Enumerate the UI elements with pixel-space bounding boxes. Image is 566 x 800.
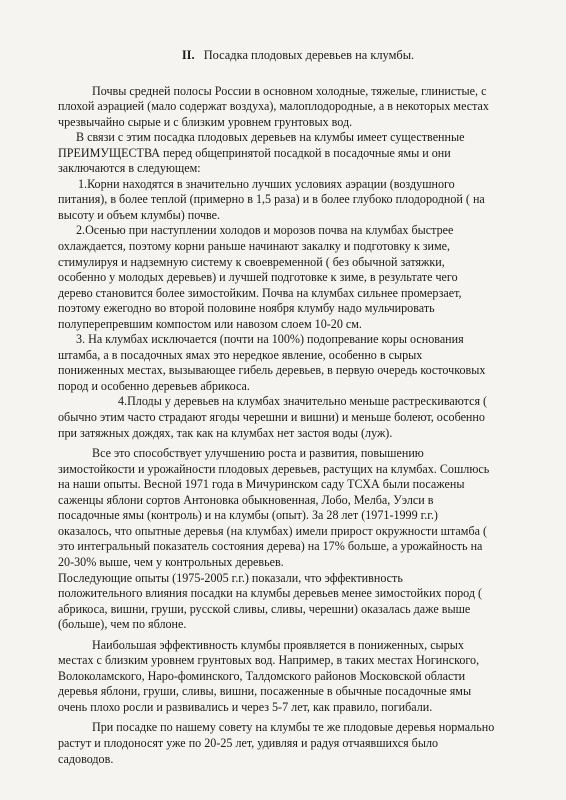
paragraph-advantages-intro: В связи с этим посадка плодовых деревьев на клумбы имеет существенные ПРЕИМУЩЕСТВА перед общепринятой посадкой в посадочные ямы и они заключаются в следующем: <box>58 130 465 176</box>
paragraph-point-3: 3. На клумбах исключается (почти на 100%) подопревание коры основания штамба, а в посадочных ямах это нередкое явление, особенно в сырых пониженных местах, вызывающее гибель деревьев, в первую очередь косточковых пород и особенно деревьев абрикоса. <box>58 332 486 393</box>
paragraph-soils: Почвы средней полосы России в основном холодные, тяжелые, глинистые, с плохой аэрацией (мало содержат воздуха), малоплодородные, а в некоторых местах чрезвычайно сырые и с близким уровнем грунтовых вод. <box>58 83 489 129</box>
paragraph-point-4: 4.Плоды у деревьев на клумбах значительно меньше растрескиваются ( обычно этим часто страдают ягоды черешни и вишни) и меньше болеют, особенно при затяжных дождях, так как на клумбах нет застоя воды (луж). <box>58 394 488 440</box>
paragraph-point-1: 1.Корни находятся в значительно лучших условиях аэрации (воздушного питания), в более теплой (примерно в 1,5 раза) и в более глубоко плодородной ( на высоту и объем клумбы) почве. <box>58 176 485 222</box>
section-number: II. <box>181 48 195 62</box>
paragraph-advice-result: При посадке по нашему совету на клумбы те же плодовые деревья нормально растут и плодоносят уже по 20-25 лет, удивляя и радуя отчаявшихся было садоводов. <box>58 720 495 766</box>
paragraph-point-2: 2.Осенью при наступлении холодов и морозов почва на клумбах быстрее охлаждается, поэтому корни раньше начинают закалку и подготовку к зиме, стимулируя и надземную систему к своевременной ( без обычной затяжки, особенно у молодых деревьев) и лучшей подготовке к зиме, в результате чего дерево становится более зимостойким. Почва на клумбах сильнее промерзает, поэтому ежегодно во второй половине ноября клумбу надо мульчировать полуперепревшим компостом или навозом слоем 10-20 см. <box>58 223 462 331</box>
paragraph-experiments: Все это способствует улучшению роста и развития, повышению зимостойкости и урожайности плодовых деревьев, растущих на клумбах. Сошлюсь на наши опыты. Весной 1971 года в Мичуринском саду ТСХА были посажены саженцы яблони сортов Антоновка обыкновенная, Лобо, Мелба, Уэлси в посадочные ямы (контроль) и на клумбы (опыт). За 28 лет (1971-1999 г.г.) оказалось, что опытные деревья (на клумбах) имели прирост окружности штамба ( это интегральный показатель состояния дерева) на 17% больше, а урожайность на 20-30% выше, чем у контрольных деревьев. <box>58 446 490 569</box>
paragraph-later-experiments: Последующие опыты (1975-2005 г.г.) показали, что эффективность положительного влияния посадки на клумбы деревьев менее зимостойких пород ( абрикоса, вишни, груши, русской сливы, сливы, черешни) оказалась даже выше (больше), чем по яблоне. <box>58 570 483 632</box>
paragraph-low-wet-places: Наибольшая эффективность клумбы проявляется в пониженных, сырых местах с близким уровнем грунтовых вод. Например, в таких местах Ногинского, Волоколамского, Наро-фоминского, Талдомского районов Московской области деревья яблони, груши, сливы, вишни, посаженные в обычные посадочные ямы очень плохо росли и развивались и через 5-7 лет, как правило, погибали. <box>58 637 480 714</box>
document-body <box>58 48 528 767</box>
section-heading <box>58 48 528 64</box>
section-title: Посадка плодовых деревьев на клумбы. <box>203 48 415 62</box>
